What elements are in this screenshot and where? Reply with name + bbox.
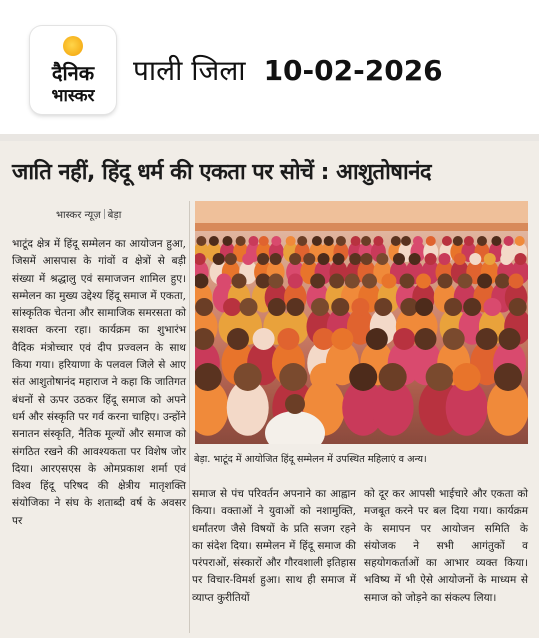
crowd-person-head xyxy=(297,236,307,246)
crowd-person-head xyxy=(379,363,407,391)
crowd-person-head xyxy=(227,328,249,350)
crowd-person-head xyxy=(391,236,401,246)
crowd-person-head xyxy=(329,274,344,289)
crowd-person-head xyxy=(414,328,436,350)
crowd-person-head xyxy=(514,253,526,265)
crowd-person-head xyxy=(509,274,524,289)
crowd-person-head xyxy=(400,274,415,289)
crowd-person-head xyxy=(426,236,436,246)
crowd-person-head xyxy=(416,274,431,289)
article-column-2: समाज से पंच परिवर्तन अपनाने का आह्वान किया। वक्ताओं ने युवाओं को नशामुक्ति, धर्मांतरण जैसे विषयों के प्रति सजग रहने का संदेश दिया। सम्मेलन में हिंदू समाज की परंपराओं, संस्कारों और गौरवशाली इतिहास पर विचार-विमर्श हुआ। साथ ही समाज में व्याप्त कुरीतियों xyxy=(192,488,356,604)
crowd-person-head xyxy=(256,274,271,289)
crowd-person-head xyxy=(318,253,330,265)
crowd-person-head xyxy=(463,298,481,316)
crowd-person-head xyxy=(303,253,315,265)
column-divider xyxy=(189,201,190,633)
crowd-person-head xyxy=(498,328,520,350)
logo-text-line1: दैनिक xyxy=(51,61,95,85)
crowd-person-head xyxy=(349,363,377,391)
crowd-person-head xyxy=(257,253,269,265)
crowd-person-head xyxy=(438,253,450,265)
crowd-person-head xyxy=(240,298,258,316)
crowd-person-head xyxy=(268,274,283,289)
crowd-person-head xyxy=(484,253,496,265)
crowd-person-head xyxy=(351,236,361,246)
photo-caption: बेड़ा. भाटूंद में आयोजित हिंदू सम्मेलन में उपस्थित महिलाएं व अन्य। xyxy=(194,454,427,465)
crowd-person-head xyxy=(366,328,388,350)
crowd-person-head xyxy=(253,328,275,350)
crowd-person-head xyxy=(234,363,262,391)
crowd-person-head xyxy=(425,253,437,265)
crowd-person-head xyxy=(236,236,246,246)
crowd-person-head xyxy=(196,236,206,246)
crowd-person-head xyxy=(464,236,474,246)
crowd-person-head xyxy=(195,363,222,391)
crowd-person-head xyxy=(477,236,487,246)
crowd-person-head xyxy=(209,236,219,246)
crowd-person-head xyxy=(413,236,423,246)
crowd-person-head xyxy=(477,274,492,289)
article-headline: जाति नहीं, हिंदू धर्म की एकता पर सोचें : आशुतोषानंद xyxy=(12,160,432,185)
crowd-person-head xyxy=(289,253,301,265)
newspaper-clipping xyxy=(0,141,539,638)
crowd-person-head xyxy=(415,298,433,316)
crowd-person-head xyxy=(195,298,213,316)
crowd-person-head xyxy=(381,274,396,289)
byline-place: बेड़ा xyxy=(107,210,122,221)
crowd-person-head xyxy=(213,253,225,265)
crowd-person-head xyxy=(483,298,501,316)
crowd-person-head xyxy=(324,236,334,246)
byline-divider xyxy=(104,209,105,219)
crowd-person-head xyxy=(438,274,453,289)
byline-source: भास्कर न्यूज़ xyxy=(56,210,101,221)
crowd-person-head xyxy=(393,328,415,350)
crowd-person-head xyxy=(376,253,388,265)
crowd-person-head xyxy=(286,298,304,316)
crowd-illustration xyxy=(195,201,528,444)
crowd-person-head xyxy=(223,298,241,316)
crowd-person-head xyxy=(277,328,299,350)
crowd-person-head xyxy=(442,236,452,246)
crowd-person-head xyxy=(216,274,231,289)
crowd-person-head xyxy=(401,236,411,246)
crowd-person-head xyxy=(515,236,525,246)
crowd-person-head xyxy=(454,253,466,265)
crowd-person-head xyxy=(362,274,377,289)
masthead xyxy=(0,0,539,134)
crowd-person-head xyxy=(310,274,325,289)
crowd-person-head xyxy=(311,298,329,316)
crowd-person-head xyxy=(288,274,303,289)
crowd-person-head xyxy=(373,236,383,246)
crowd-person-head xyxy=(409,253,421,265)
crowd-person-head xyxy=(361,253,373,265)
crowd-person-head xyxy=(312,236,322,246)
crowd-person-head xyxy=(495,274,510,289)
crowd-person-head xyxy=(331,298,349,316)
crowd-person-head xyxy=(286,236,296,246)
crowd-person-head xyxy=(491,236,501,246)
crowd-person-head xyxy=(271,236,281,246)
logo-text-line2: भास्कर xyxy=(51,86,95,106)
crowd-person-head xyxy=(443,328,465,350)
crowd-person-head xyxy=(336,236,346,246)
crowd-person-head xyxy=(361,236,371,246)
news-photo xyxy=(195,201,528,444)
crowd-person-head xyxy=(453,363,481,391)
crowd-person-head xyxy=(504,236,514,246)
crowd-person-head xyxy=(242,253,254,265)
crowd-person-head xyxy=(426,363,454,391)
crowd-person-head xyxy=(222,236,232,246)
edition-title xyxy=(133,51,443,89)
crowd-person-head xyxy=(476,328,498,350)
crowd-person-head xyxy=(469,253,481,265)
crowd-person-head xyxy=(310,363,338,391)
crowd-person-head xyxy=(509,298,527,316)
crowd-person-head xyxy=(351,298,369,316)
crowd-person-head xyxy=(349,253,361,265)
crowd-person-head xyxy=(249,236,259,246)
crowd-person-head xyxy=(444,298,462,316)
crowd-person-head xyxy=(270,253,282,265)
crowd-person-head xyxy=(279,363,307,391)
sun-icon xyxy=(63,36,83,56)
crowd-person-head xyxy=(259,236,269,246)
district-name: पाली जिला xyxy=(133,54,246,87)
article-column-1: भाटूंद क्षेत्र में हिंदू सम्मेलन का आयोजन हुआ, जिसमें आसपास के गांवों व क्षेत्रों से बड़ी संख्या में श्रद्धालु एवं समाजजन शामिल हुए। सम्मेलन का मुख्य उद्देश्य हिंदू समाज में एकता, सांस्कृतिक चेतना और सामाजिक समरसता को सशक्त करना रहा। कार्यक्रम का शुभारंभ वैदिक मंत्रोच्चार एवं दीप प्रज्वलन के साथ किया गया। हरियाणा के पलवल जिले से आए संत आशुतोषानंद महाराज ने कहा कि जातिगत बंधनों से ऊपर उठकर हिंदू समाज को अपने धर्म और संस्कृति पर गर्व करना चाहिए। उन्होंने सनातन संस्कृति, नैतिक मूल्यों और समाज को संगठित रखने की आवश्यकता पर विशेष जोर दिया। आरएसएस के ओमप्रकाश शर्मा एवं विश्व हिंदू परिषद की क्षेत्रीय मातृशक्ति संयोजिका ने संघ के शताब्दी वर्ष के अवसर पर xyxy=(12,238,186,527)
dainik-bhaskar-logo xyxy=(30,26,116,114)
crowd-person-head xyxy=(333,253,345,265)
crowd-person-head xyxy=(268,298,286,316)
crowd-person-head xyxy=(393,253,405,265)
crowd-person-head xyxy=(331,328,353,350)
crowd-person-head xyxy=(374,298,392,316)
crowd-person-head xyxy=(345,274,360,289)
crowd-person-head xyxy=(500,253,512,265)
crowd-person-head xyxy=(453,236,463,246)
crowd-person-head xyxy=(225,253,237,265)
edition-date: 10-02-2026 xyxy=(263,54,443,87)
crowd-person-head xyxy=(232,274,247,289)
byline xyxy=(56,207,121,221)
crowd-person-head xyxy=(457,274,472,289)
crowd-person-head xyxy=(494,363,522,391)
article-column-3: को दूर कर आपसी भाईचारे और एकता को मजबूत करने पर बल दिया गया। कार्यक्रम के समापन पर आयोजन समिति के संयोजक ने सभी आगंतुकों व सहयोगकर्ताओं का आभार व्यक्त किया। भविष्य में भी ऐसे आयोजनों के माध्यम से समाज को जोड़ने का संकल्प लिया। xyxy=(364,488,528,604)
